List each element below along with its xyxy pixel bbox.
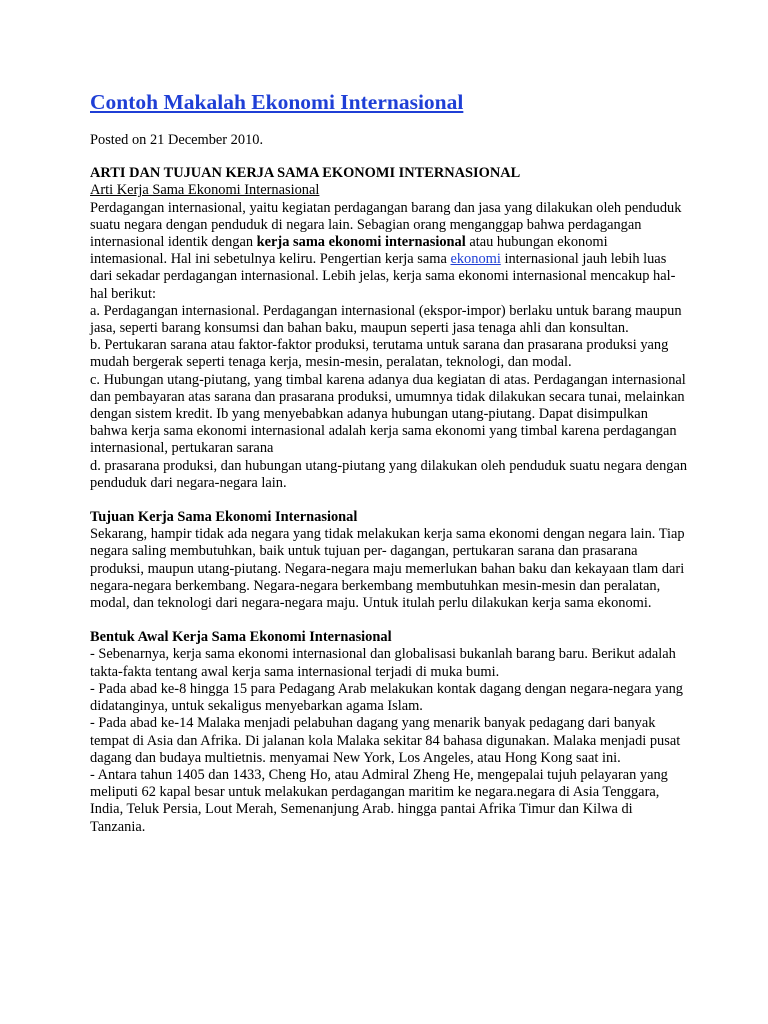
bentuk-item: - Pada abad ke-14 Malaka menjadi pelabuhan dagang yang menarik banyak pedagang dari banyak tempat di Asia dan Afrika. Di jalanan kola Malaka sekitar 84 bahasa digunakan. Malaka menjadi pusat dagang dan budaya multietnis. menyamai New York, Los Angeles, atau Hong Kong saat ini. xyxy=(90,715,681,766)
arti-item-d: d. prasarana produksi, dan hubungan utang-piutang yang dilakukan oleh penduduk suatu negara dengan penduduk dari negara-negara lain. xyxy=(90,457,688,491)
sub-heading-arti: Arti Kerja Sama Ekonomi Internasional xyxy=(90,182,320,199)
title-link[interactable]: Contoh Makalah Ekonomi Internasional xyxy=(90,90,464,114)
tujuan-paragraph: Sekarang, hampir tidak ada negara yang tidak melakukan kerja sama ekonomi dengan negara lain. Tiap negara saling membutuhkan, baik untuk tujuan per- dagangan, pertukaran sarana dan prasarana produksi, maupun utang-piutang. Negara-negara maju memerlukan bahan baku dan kekayaan tlam dari negara-negara berkembang. Negara-negara berkembang membutuhkan mesin-mesin dan peralatan, modal, dan teknologi dari negara-negara maju. Untuk itulah perlu dilakukan kerja sama ekonomi. xyxy=(90,526,685,612)
section-gap xyxy=(90,612,688,629)
tujuan-heading: Tujuan Kerja Sama Ekonomi Internasional xyxy=(90,509,358,526)
arti-paragraph xyxy=(90,200,688,303)
ekonomi-link[interactable]: ekonomi xyxy=(450,251,501,268)
arti-item-c: c. Hubungan utang-piutang, yang timbal karena adanya dua kegiatan di atas. Perdagangan internasional dan pembayaran atas sarana dan prasarana produksi, umumnya tidak dilakukan secara tunai, melainkan dengan sistem kredit. Ib yang menyebabkan adanya hubungan utang-piutang. Dapat disimpulkan bahwa kerja sama ekonomi internasional adalah kerja sama ekonomi yang timbal karena perdagangan internasional, pertukaran sarana xyxy=(90,371,686,457)
arti-item-b: b. Pertukaran sarana atau faktor-faktor produksi, terutama untuk sarana dan prasarana produksi yang mudah bergerak seperti tenaga kerja, mesin-mesin, peralatan, teknologi, dan modal. xyxy=(90,337,669,371)
posted-date: Posted on 21 December 2010. xyxy=(90,132,264,148)
bentuk-item: - Antara tahun 1405 dan 1433, Cheng Ho, atau Admiral Zheng He, mengepalai tujuh pelayaran yang meliputi 62 kapal besar untuk melakukan perdagangan maritim ke negara.negara di Asia Tenggara, India, Teluk Persia, Lout Merah, Semenanjung Arab. hingga pantai Afrika Timur dan Kilwa di Tanzania. xyxy=(90,766,668,835)
main-heading: ARTI DAN TUJUAN KERJA SAMA EKONOMI INTERNASIONAL xyxy=(90,165,521,182)
arti-text-1: Perdagangan internasional, yaitu kegiatan perdagangan barang dan jasa yang dilakukan oleh penduduk suatu negara dengan penduduk di negara lain. Sebagian orang menganggap bahwa perdagangan internasional identik dengan xyxy=(90,199,682,251)
arti-text-3: internasional jauh lebih luas dari sekadar perdagangan internasional. Lebih jelas, kerja sama ekonomi internasional mencakup hal-hal berikut: xyxy=(90,251,676,302)
arti-item-a: a. Perdagangan internasional. Perdagangan internasional (ekspor-impor) berlaku untuk barang maupun jasa, seperti barang konsumsi dan bahan baku, maupun seperti jasa tenaga ahli dan konsultan. xyxy=(90,302,682,337)
bentuk-heading: Bentuk Awal Kerja Sama Ekonomi Internasional xyxy=(90,629,392,646)
page-title xyxy=(90,88,688,116)
bentuk-item: - Pada abad ke-8 hingga 15 para Pedagang Arab melakukan kontak dagang dengan negara-negara yang didatanginya, untuk sekaligus menyebarkan agama Islam. xyxy=(90,680,683,715)
bentuk-item: - Sebenarnya, kerja sama ekonomi internasional dan globalisasi bukanlah barang baru. Berikut adalah takta-fakta tentang awal kerja sama internasional terjadi di muka bumi. xyxy=(90,646,676,680)
arti-text-2: atau hubungan ekonomi intemasional. Hal ini sebetulnya keliru. Pengertian kerja sama xyxy=(90,234,608,268)
arti-bold-term: kerja sama ekonomi internasional xyxy=(256,234,466,251)
section-gap xyxy=(90,492,688,509)
